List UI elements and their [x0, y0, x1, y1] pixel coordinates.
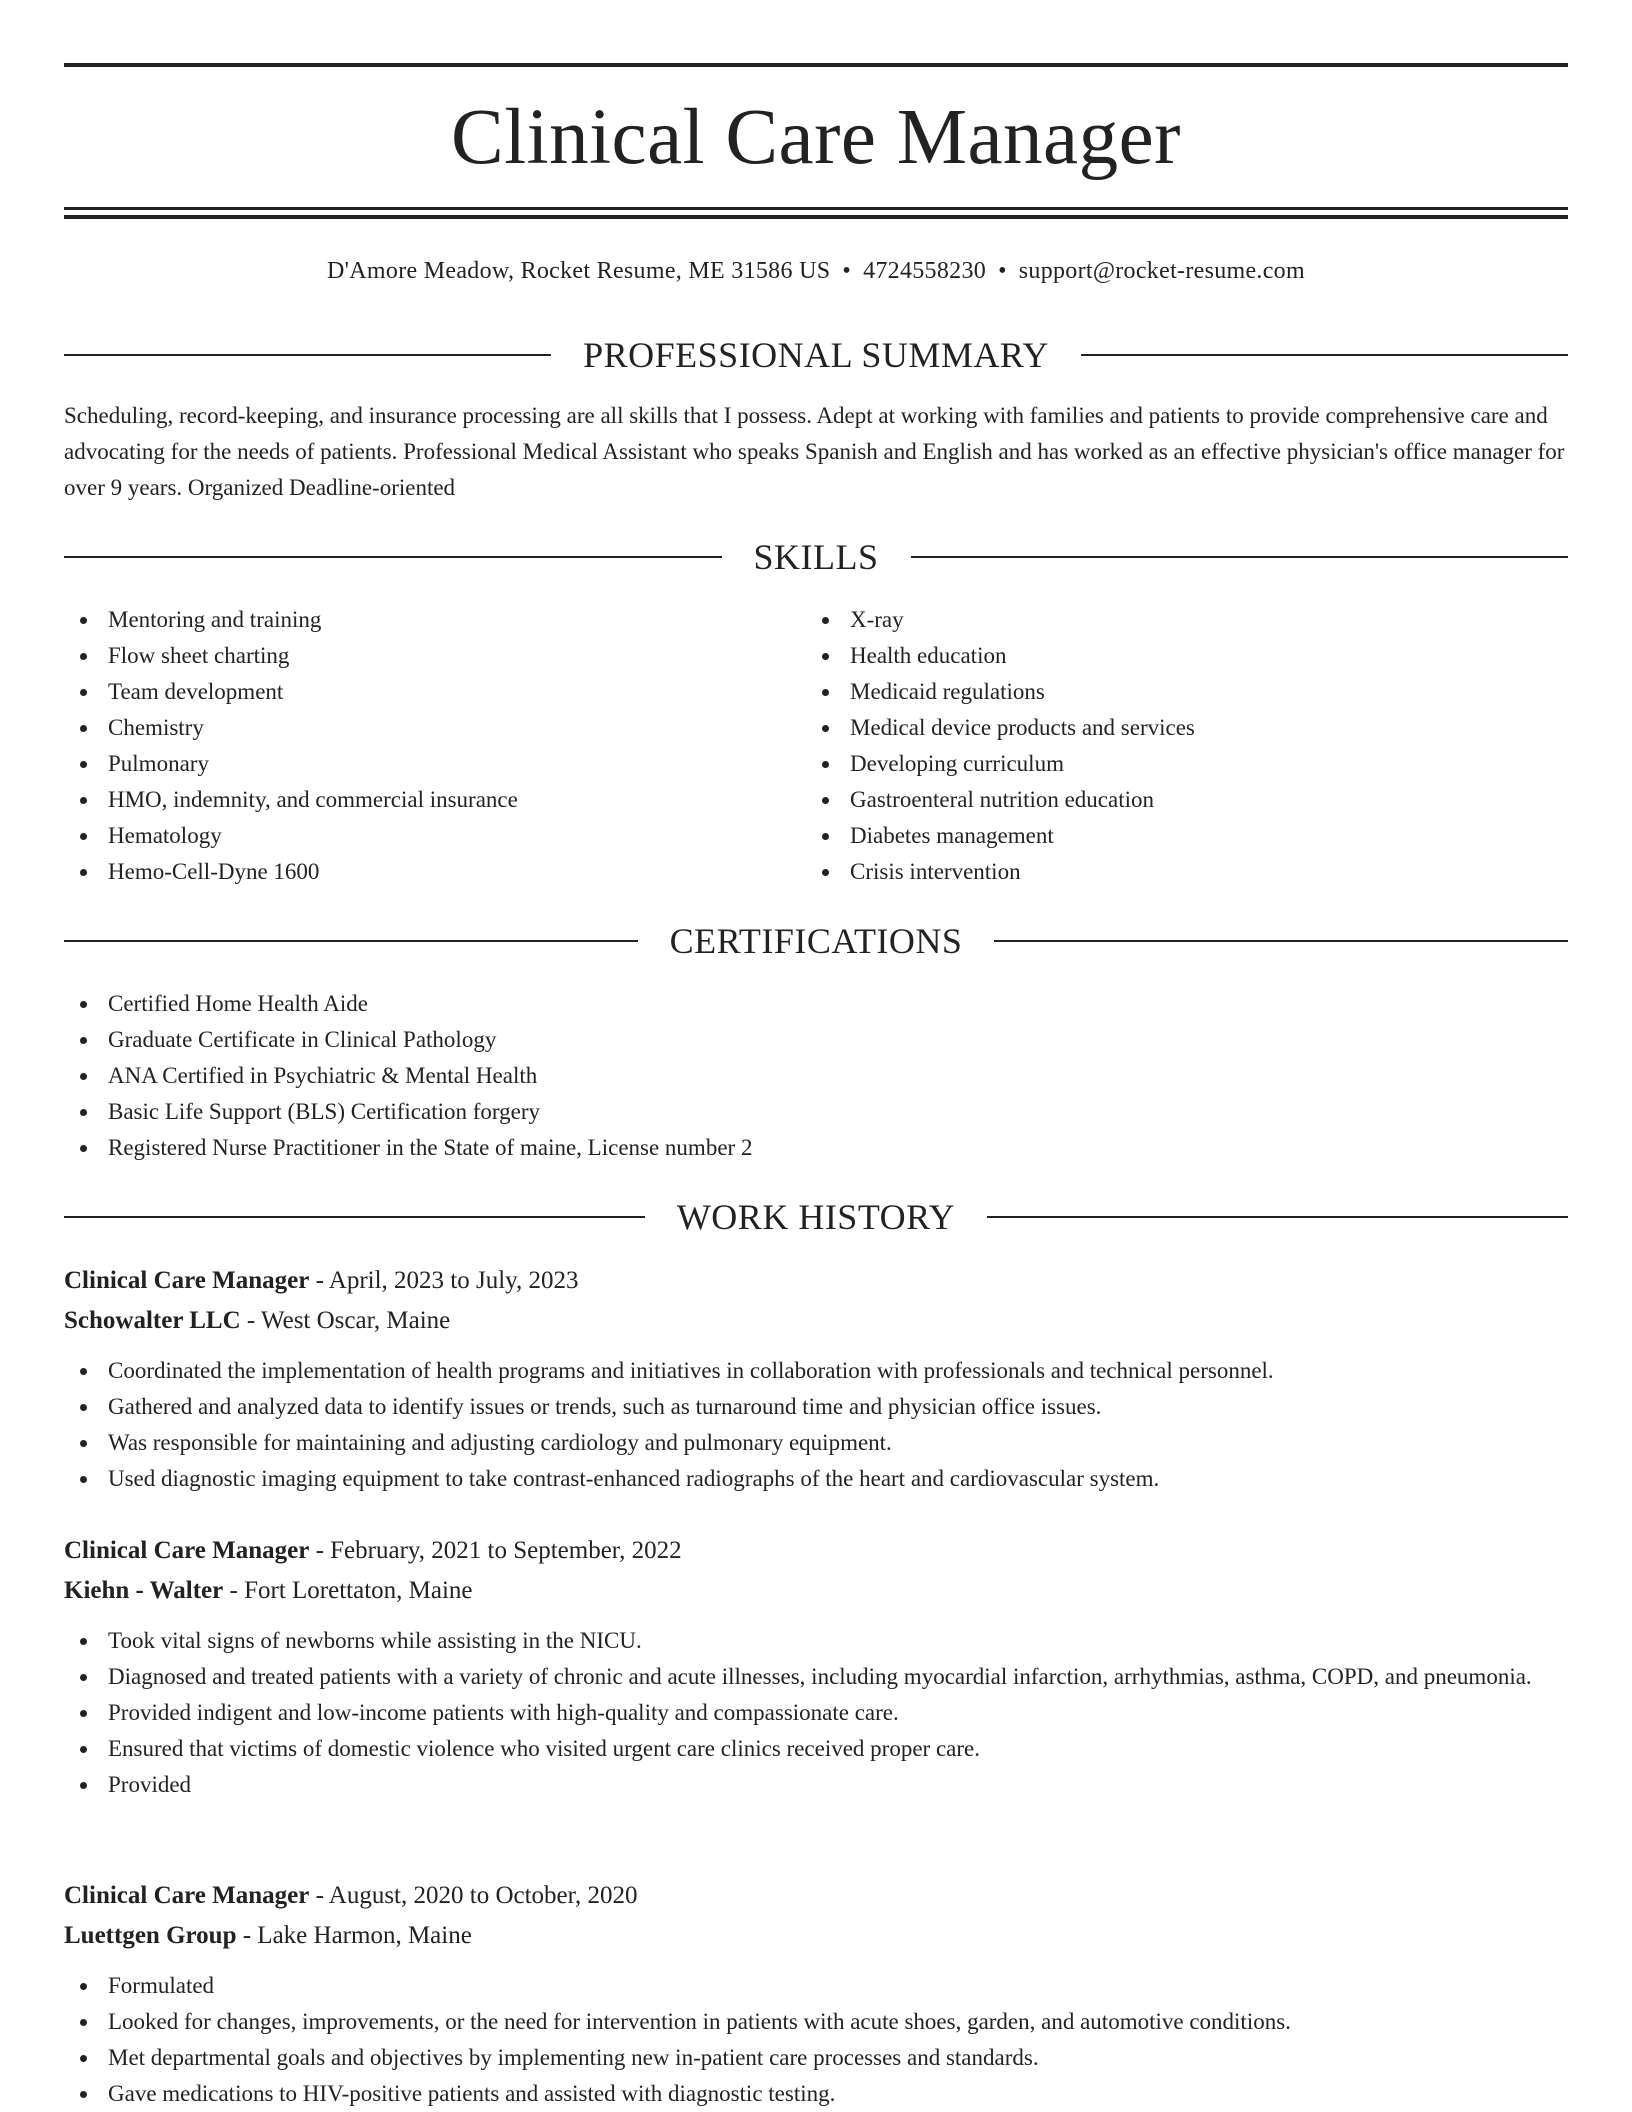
summary-text: Scheduling, record-keeping, and insurance processing are all skills that I possess. Adept at working with families and patients to provide comprehensive care and advocating for the needs of patients. Professional Medical Assistant who speaks Spanish and English and has worked as an effective physician's office manager for over 9 years. Organized Deadline-oriented: [64, 403, 1565, 500]
list-item: Team development: [64, 674, 804, 710]
list-item: Health education: [806, 638, 1566, 674]
list-item: ANA Certified in Psychiatric & Mental Health: [64, 1058, 1568, 1094]
section-title-certifications: CERTIFICATIONS: [669, 921, 963, 961]
section-title-skills: SKILLS: [753, 537, 879, 577]
list-item: Diagnosed and treated patients with a variety of chronic and acute illnesses, including myocardial infarction, arrhythmias, asthma, COPD, and pneumonia.: [64, 1659, 1568, 1695]
list-item: Certified Home Health Aide: [64, 986, 1568, 1022]
list-item: Medicaid regulations: [806, 674, 1566, 710]
list-item: Basic Life Support (BLS) Certification forgery: [64, 1094, 1568, 1130]
list-item: Provided: [64, 1767, 1568, 1803]
list-item: HMO, indemnity, and commercial insurance: [64, 782, 804, 818]
section-title-work-history: WORK HISTORY: [676, 1197, 956, 1237]
job-title: Clinical Care Manager: [64, 1537, 310, 1564]
list-item: Diabetes management: [806, 818, 1566, 854]
job-heading: [64, 1531, 1568, 1571]
job-dates: - February, 2021 to September, 2022: [309, 1537, 682, 1564]
list-item: Gastroenteral nutrition education: [806, 782, 1566, 818]
section-rule-right: [1081, 354, 1568, 356]
list-item: Was responsible for maintaining and adjusting cardiology and pulmonary equipment.: [64, 1425, 1568, 1461]
job-location: - Fort Lorettaton, Maine: [223, 1577, 473, 1604]
list-item: Met departmental goals and objectives by implementing new in-patient care processes and standards.: [64, 2040, 1568, 2076]
list-item: Provided indigent and low-income patients with high-quality and compassionate care.: [64, 1695, 1568, 1731]
list-item: Coordinated the implementation of health programs and initiatives in collaboration with professionals and technical personnel.: [64, 1353, 1568, 1389]
job-entry: [64, 1876, 1568, 2112]
job-heading: [64, 1876, 1568, 1916]
section-rule-left: [64, 354, 551, 356]
list-item: Hematology: [64, 818, 804, 854]
list-item: Gathered and analyzed data to identify issues or trends, such as turnaround time and physician office issues.: [64, 1389, 1568, 1425]
job-company: Schowalter LLC: [64, 1307, 241, 1334]
top-rule: [64, 63, 1568, 67]
section-title-summary: PROFESSIONAL SUMMARY: [583, 335, 1049, 375]
list-item: Pulmonary: [64, 746, 804, 782]
list-item: Medical device products and services: [806, 710, 1566, 746]
contact-separator: •: [998, 258, 1007, 284]
list-item: Graduate Certificate in Clinical Pathology: [64, 1022, 1568, 1058]
list-item: Looked for changes, improvements, or the need for intervention in patients with acute shoes, garden, and automotive conditions.: [64, 2004, 1568, 2040]
job-employer: [64, 1571, 1568, 1611]
section-header-summary: [64, 333, 1568, 377]
list-item: Used diagnostic imaging equipment to take contrast-enhanced radiographs of the heart and cardiovascular system.: [64, 1461, 1568, 1497]
job-duties-list: [64, 1623, 1568, 1803]
job-employer: [64, 1301, 1568, 1341]
job-entry: [64, 1531, 1568, 1803]
section-header-skills: [64, 535, 1568, 579]
job-duties-list: [64, 1968, 1568, 2112]
list-item: X-ray: [806, 602, 1566, 638]
section-rule-left: [64, 940, 638, 942]
skills-list-right: [806, 602, 1566, 890]
page-title: Clinical Care Manager: [451, 94, 1181, 181]
job-heading: [64, 1261, 1568, 1301]
list-item: Chemistry: [64, 710, 804, 746]
job-dates: - August, 2020 to October, 2020: [309, 1882, 638, 1909]
list-item: Formulated: [64, 1968, 1568, 2004]
list-item: Registered Nurse Practitioner in the State of maine, License number 2: [64, 1130, 1568, 1166]
section-rule-left: [64, 1216, 645, 1218]
certifications-list: [64, 986, 1568, 1166]
job-employer: [64, 1916, 1568, 1956]
section-rule-right: [911, 556, 1569, 558]
list-item: Hemo-Cell-Dyne 1600: [64, 854, 804, 890]
job-location: - West Oscar, Maine: [240, 1307, 451, 1334]
job-title: Clinical Care Manager: [64, 1882, 310, 1909]
list-item: Developing curriculum: [806, 746, 1566, 782]
section-rule-left: [64, 556, 722, 558]
list-item: Mentoring and training: [64, 602, 804, 638]
job-entry: [64, 1261, 1568, 1497]
job-duties-list: [64, 1353, 1568, 1497]
title-rule-thin: [64, 207, 1568, 210]
job-title: Clinical Care Manager: [64, 1267, 310, 1294]
job-company: Luettgen Group: [64, 1922, 237, 1949]
list-item: Flow sheet charting: [64, 638, 804, 674]
title-rule-thick: [64, 215, 1568, 219]
list-item: Gave medications to HIV-positive patients and assisted with diagnostic testing.: [64, 2076, 1568, 2112]
list-item: Crisis intervention: [806, 854, 1566, 890]
section-header-work-history: [64, 1195, 1568, 1239]
job-company: Kiehn - Walter: [64, 1577, 224, 1604]
section-rule-right: [987, 1216, 1568, 1218]
list-item: Took vital signs of newborns while assisting in the NICU.: [64, 1623, 1568, 1659]
contact-separator: •: [842, 258, 852, 284]
contact-address: D'Amore Meadow, Rocket Resume, ME 31586 US: [327, 258, 831, 284]
list-item: Ensured that victims of domestic violence who visited urgent care clinics received proper care.: [64, 1731, 1568, 1767]
job-location: - Lake Harmon, Maine: [236, 1922, 472, 1949]
section-rule-right: [994, 940, 1568, 942]
skills-list-left: [64, 602, 804, 890]
job-dates: - April, 2023 to July, 2023: [309, 1267, 579, 1294]
contact-line: [64, 254, 1568, 288]
section-header-certifications: [64, 919, 1568, 963]
contact-email: support@rocket-resume.com: [1018, 258, 1305, 284]
contact-phone: 4724558230: [863, 258, 987, 284]
